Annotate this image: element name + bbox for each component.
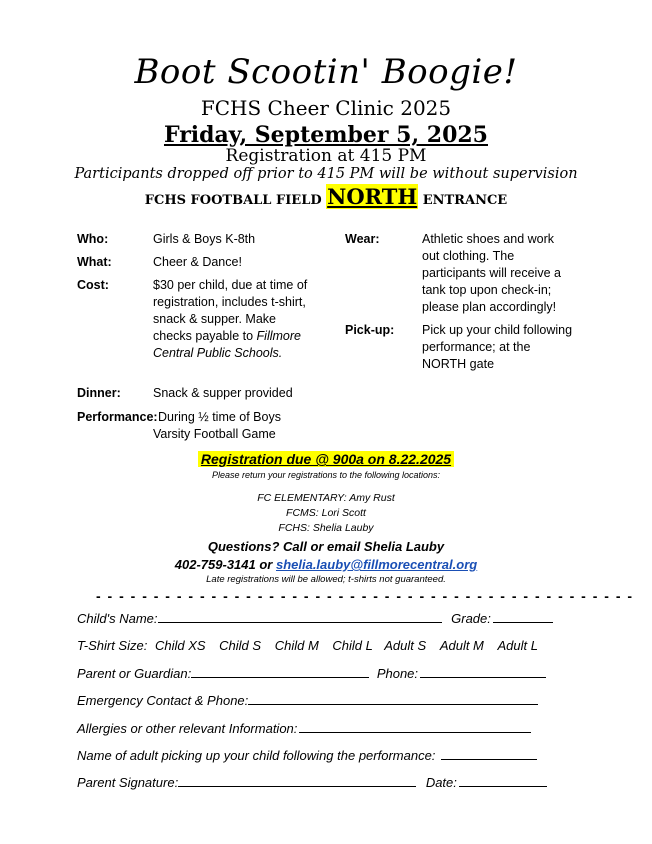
- registration-time: Registration at 415 PM: [225, 146, 427, 166]
- return-note: Please return your registrations to the following locations:: [211, 470, 441, 480]
- size-adult-s[interactable]: Adult S: [384, 638, 427, 653]
- cut-line-divider: - - - - - - - - - - - - - - - - - - - - - - - - - - - - - - - - - - - - - - - - - - - - - - -: [96, 588, 634, 604]
- late-note: Late registrations will be allowed; t-shirts not guaranteed.: [206, 574, 446, 585]
- size-adult-l[interactable]: Adult L: [497, 638, 538, 653]
- date-label: Date:: [425, 775, 457, 790]
- signature-row: [77, 774, 547, 790]
- allergies-blank[interactable]: [299, 720, 531, 733]
- size-child-s[interactable]: Child S: [219, 638, 262, 653]
- size-child-xs[interactable]: Child XS: [154, 638, 206, 653]
- event-date: Friday, September 5, 2025: [163, 122, 488, 148]
- dinner-label: Dinner:: [77, 386, 121, 400]
- performance-label: Performance:: [77, 410, 158, 424]
- child-name-row: [77, 610, 553, 626]
- pickup-label: Pick-up:: [345, 323, 395, 337]
- emergency-row: [77, 692, 538, 708]
- what-label: What:: [77, 255, 112, 269]
- contact-line: [0, 557, 652, 572]
- phone-label: Phone:: [376, 666, 419, 681]
- size-adult-m[interactable]: Adult M: [439, 638, 484, 653]
- cost-label: Cost:: [77, 278, 109, 292]
- signature-label: Parent Signature:: [77, 775, 179, 790]
- contact-phone: 402-759-3141 or: [174, 557, 276, 572]
- location-high: FCHS: Shelia Lauby: [278, 522, 374, 534]
- location-middle: FCMS: Lori Scott: [286, 507, 366, 519]
- cost-value: [153, 277, 309, 362]
- pickup-adult-label: Name of adult picking up your child following the performance:: [77, 748, 436, 763]
- wear-value: Athletic shoes and work out clothing. The participants will receive a tank top upon check-in; please plan accordingly!: [422, 232, 561, 314]
- dropoff-notice: Participants dropped off prior to 415 PM will be without supervision: [74, 166, 578, 182]
- size-child-m[interactable]: Child M: [274, 638, 319, 653]
- emergency-blank[interactable]: [248, 692, 538, 705]
- location-highlight: NORTH: [327, 184, 418, 209]
- location-line: [0, 184, 652, 209]
- grade-blank[interactable]: [493, 610, 553, 623]
- registration-due-line: [0, 451, 652, 469]
- questions-line: Questions? Call or email Shelia Lauby: [207, 539, 445, 554]
- wear-label: Wear:: [345, 232, 380, 246]
- contact-email-link[interactable]: shelia.lauby@fillmorecentral.org: [275, 557, 478, 572]
- parent-row: [77, 665, 546, 681]
- who-label: Who:: [77, 232, 109, 246]
- performance-line1: During ½ time of Boys: [158, 410, 281, 424]
- performance-line2: Varsity Football Game: [153, 427, 276, 441]
- pickup-adult-row: [77, 747, 537, 763]
- signature-blank[interactable]: [178, 774, 416, 787]
- parent-label: Parent or Guardian:: [77, 666, 192, 681]
- parent-blank[interactable]: [191, 665, 369, 678]
- registration-due: Registration due @ 900a on 8.22.2025: [198, 451, 454, 467]
- allergies-row: [77, 720, 531, 736]
- pickup-value: Pick up your child following performance; at the NORTH gate: [422, 323, 573, 371]
- pickup-adult-blank[interactable]: [441, 747, 537, 760]
- emergency-label: Emergency Contact & Phone:: [77, 693, 249, 708]
- tshirt-label: T-Shirt Size:: [77, 638, 148, 653]
- dinner-value: Snack & supper provided: [153, 386, 293, 400]
- allergies-label: Allergies or other relevant Information:: [77, 721, 298, 736]
- location-before: FCHS FOOTBALL FIELD: [144, 193, 327, 208]
- clinic-name: FCHS Cheer Clinic 2025: [200, 96, 452, 120]
- grade-label: Grade:: [451, 611, 491, 626]
- location-elementary: FC ELEMENTARY: Amy Rust: [257, 492, 395, 504]
- date-blank[interactable]: [459, 774, 547, 787]
- tshirt-row: [77, 638, 538, 653]
- child-name-label: Child's Name:: [77, 611, 158, 626]
- cost-payee: Fillmore Central Public Schools.: [153, 329, 301, 360]
- what-value: Cheer & Dance!: [153, 255, 242, 269]
- cost-text: $30 per child, due at time of registration, includes t-shirt, snack & supper. Make checks payable to: [153, 278, 308, 343]
- who-value: Girls & Boys K-8th: [153, 232, 256, 246]
- child-name-blank[interactable]: [158, 610, 442, 623]
- location-after: ENTRANCE: [418, 193, 508, 208]
- clinic-theme-title: Boot Scootin' Boogie!: [134, 52, 518, 92]
- size-child-l[interactable]: Child L: [332, 638, 373, 653]
- phone-blank[interactable]: [420, 665, 546, 678]
